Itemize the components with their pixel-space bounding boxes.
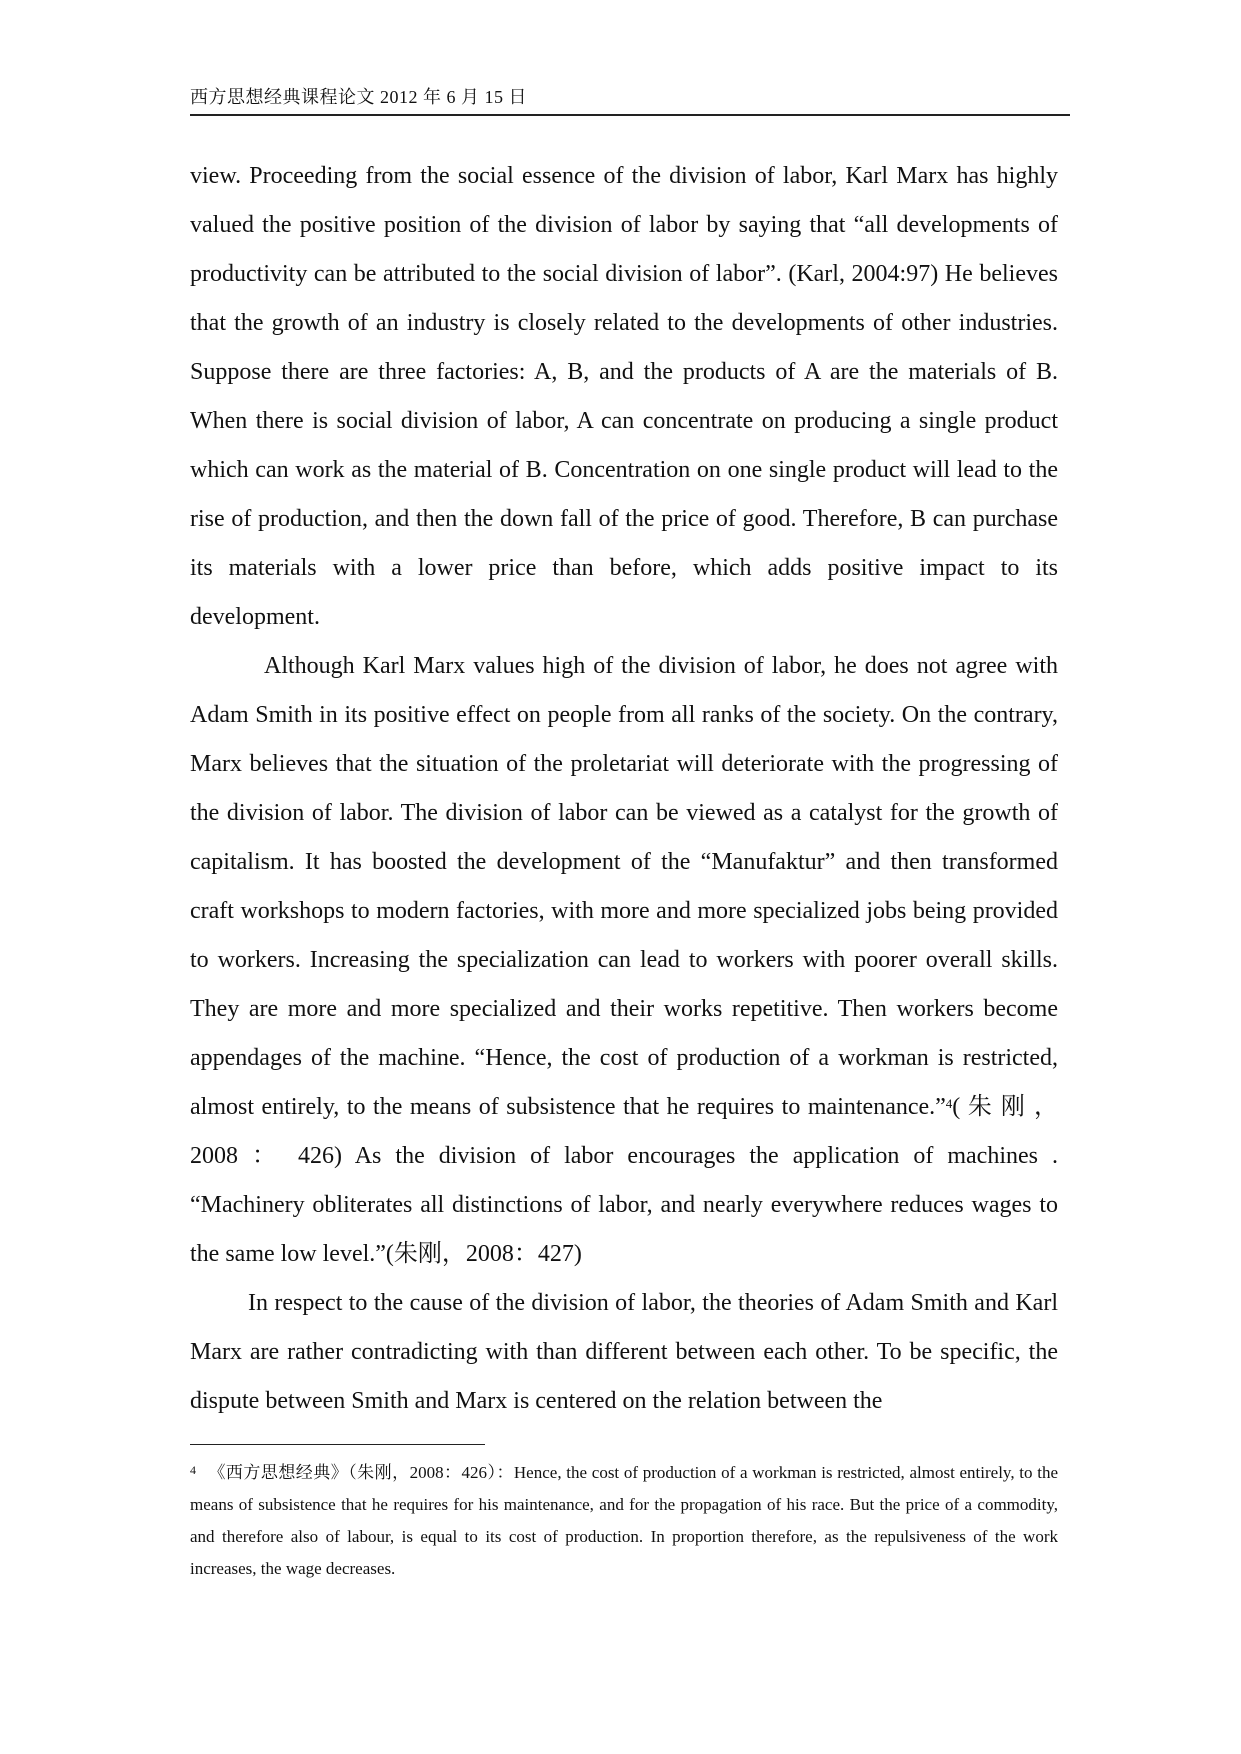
running-header: 西方思想经典课程论文 2012 年 6 月 15 日 <box>190 87 527 107</box>
footnote <box>190 1457 1058 1585</box>
footnote-divider <box>190 1444 485 1445</box>
paragraph-2-citation-text: ( 朱 刚 ， 2008 ： 426) As the division of labor encourages the application of machines . “Machinery obliterates all distinctions of labor, and nearly everywhere reduces wages to the same low level.”(朱刚，2008：427) <box>190 1094 1058 1267</box>
paragraph-2 <box>190 642 1058 1279</box>
main-body <box>190 152 1058 1426</box>
paragraph-1: view. Proceeding from the social essence of the division of labor, Karl Marx has highly valued the positive position of the division of labor by saying that “all developments of productivity can be attributed to the social division of labor”. (Karl, 2004:97) He believes that the growth of an industry is closely related to the developments of other industries. Suppose there are three factories: A, B, and the products of A are the materials of B. When there is social division of labor, A can concentrate on producing a single product which can work as the material of B. Concentration on one single product will lead to the rise of production, and then the down fall of the price of good. Therefore, B can purchase its materials with a lower price than before, which adds positive impact to its development. <box>190 163 1058 630</box>
paragraph-3: In respect to the cause of the division of labor, the theories of Adam Smith and Karl Marx are rather contradicting with than different between each other. To be specific, the dispute between Smith and Marx is centered on the relation between the <box>190 1290 1058 1414</box>
header-divider <box>190 114 1070 116</box>
footnote-paragraph <box>190 1457 1058 1585</box>
footnote-reference[interactable]: 4 <box>945 1096 953 1111</box>
footnote-text: 《西方思想经典》（朱刚，2008：426）：Hence, the cost of production of a workman is restricted, almost entirely, to the means of subsistence that he requires for his maintenance, and for the propagation of his race. But the price of a commodity, and therefore also of labour, is equal to its cost of production. In proportion therefore, as the repulsiveness of the work increases, the wage decreases. <box>190 1463 1058 1578</box>
footnote-number: 4 <box>190 1463 196 1477</box>
paragraph-2-text: Although Karl Marx values high of the division of labor, he does not agree with Adam Smith in its positive effect on people from all ranks of the society. On the contrary, Marx believes that the situation of the proletariat will deteriorate with the progressing of the division of labor. The division of labor can be viewed as a catalyst for the growth of capitalism. It has boosted the development of the “Manufaktur” and then transformed craft workshops to modern factories, with more and more specialized jobs being provided to workers. Increasing the specialization can lead to workers with poorer overall skills. They are more and more specialized and their works repetitive. Then workers become appendages of the machine. “Hence, the cost of production of a workman is restricted, almost entirely, to the means of subsistence that he requires to maintenance.” <box>190 653 1058 1120</box>
